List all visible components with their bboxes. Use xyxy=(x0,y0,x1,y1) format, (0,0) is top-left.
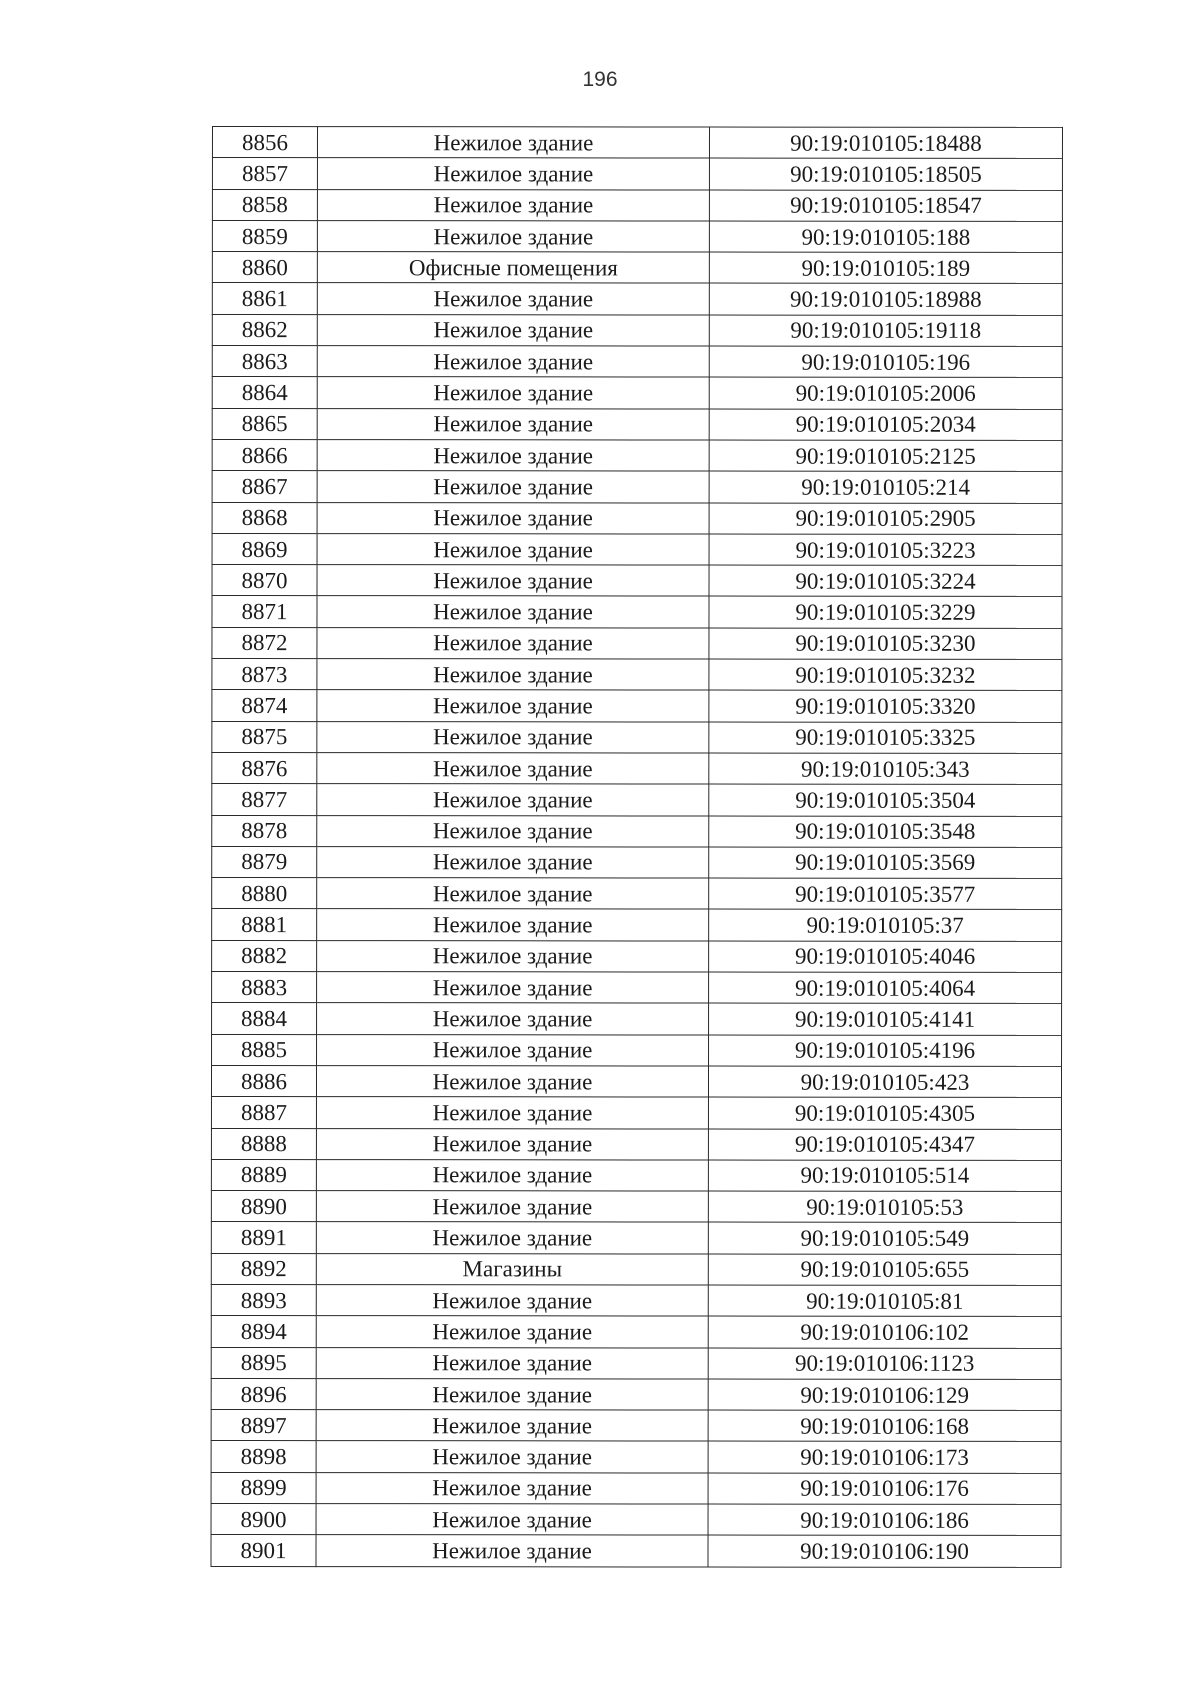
row-number-cell: 8865 xyxy=(212,408,317,439)
row-number-cell: 8861 xyxy=(212,283,317,314)
object-name-cell: Нежилое здание xyxy=(317,846,709,878)
object-name-cell: Нежилое здание xyxy=(317,596,709,628)
object-name-cell: Нежилое здание xyxy=(317,127,709,159)
row-number-cell: 8893 xyxy=(211,1284,316,1315)
row-number-cell: 8891 xyxy=(211,1222,316,1253)
cadastral-number-cell: 90:19:010105:4046 xyxy=(709,941,1062,973)
row-number-cell: 8898 xyxy=(211,1441,316,1472)
cadastral-number-cell: 90:19:010105:2034 xyxy=(709,409,1062,441)
object-name-cell: Нежилое здание xyxy=(316,1128,708,1160)
cadastral-number-cell: 90:19:010105:18488 xyxy=(709,127,1062,159)
object-name-cell: Нежилое здание xyxy=(317,314,709,346)
object-name-cell: Нежилое здание xyxy=(317,1003,709,1035)
cadastral-number-cell: 90:19:010105:3548 xyxy=(709,816,1062,848)
cadastral-number-cell: 90:19:010105:3320 xyxy=(709,690,1062,722)
cadastral-number-cell: 90:19:010105:3224 xyxy=(709,565,1062,597)
row-number-cell: 8872 xyxy=(212,627,317,658)
row-number-cell: 8864 xyxy=(212,377,317,408)
table-row xyxy=(211,1535,1061,1567)
cadastral-number-cell: 90:19:010105:188 xyxy=(709,221,1062,253)
object-name-cell: Нежилое здание xyxy=(317,690,709,722)
row-number-cell: 8862 xyxy=(212,314,317,345)
row-number-cell: 8868 xyxy=(212,502,317,533)
table-row xyxy=(212,627,1062,659)
row-number-cell: 8880 xyxy=(212,878,317,909)
table-row xyxy=(211,1253,1061,1285)
table-row xyxy=(212,596,1062,628)
table-row xyxy=(212,752,1062,784)
cadastral-number-cell: 90:19:010105:189 xyxy=(709,252,1062,284)
object-name-cell: Магазины xyxy=(316,1253,708,1285)
row-number-cell: 8856 xyxy=(212,127,317,158)
cadastral-number-cell: 90:19:010105:53 xyxy=(708,1191,1061,1223)
row-number-cell: 8858 xyxy=(212,189,317,220)
cadastral-number-cell: 90:19:010105:2125 xyxy=(709,440,1062,472)
table-row xyxy=(211,1316,1061,1348)
cadastral-number-cell: 90:19:010105:343 xyxy=(709,753,1062,785)
object-name-cell: Нежилое здание xyxy=(317,440,709,472)
object-name-cell: Нежилое здание xyxy=(316,1316,708,1348)
table-row xyxy=(212,940,1062,972)
object-name-cell: Нежилое здание xyxy=(317,909,709,941)
table-row xyxy=(212,189,1062,221)
object-name-cell: Нежилое здание xyxy=(317,627,709,659)
cadastral-number-cell: 90:19:010105:3232 xyxy=(709,659,1062,691)
page-number: 196 xyxy=(582,68,618,91)
cadastral-number-cell: 90:19:010105:4347 xyxy=(708,1129,1061,1161)
table-row xyxy=(211,1159,1061,1191)
table-row xyxy=(212,1034,1062,1066)
row-number-cell: 8869 xyxy=(212,533,317,564)
cadastral-number-cell: 90:19:010105:4305 xyxy=(708,1097,1061,1129)
row-number-cell: 8859 xyxy=(212,220,317,251)
object-name-cell: Нежилое здание xyxy=(317,940,709,972)
row-number-cell: 8895 xyxy=(211,1347,316,1378)
cadastral-number-cell: 90:19:010106:168 xyxy=(708,1410,1061,1442)
table-row xyxy=(212,972,1062,1004)
table-row xyxy=(212,909,1062,941)
table-row xyxy=(211,1222,1061,1254)
table-row xyxy=(212,565,1062,597)
table-row xyxy=(212,158,1062,190)
object-name-cell: Нежилое здание xyxy=(316,1222,708,1254)
object-name-cell: Нежилое здание xyxy=(317,784,709,816)
row-number-cell: 8876 xyxy=(212,752,317,783)
cadastral-number-cell: 90:19:010105:549 xyxy=(708,1222,1061,1254)
cadastral-number-cell: 90:19:010105:4196 xyxy=(709,1035,1062,1067)
table-row xyxy=(211,1128,1061,1160)
cadastral-number-cell: 90:19:010105:3223 xyxy=(709,534,1062,566)
object-name-cell: Нежилое здание xyxy=(316,1159,708,1191)
row-number-cell: 8877 xyxy=(212,784,317,815)
object-name-cell: Нежилое здание xyxy=(317,753,709,785)
row-number-cell: 8860 xyxy=(212,252,317,283)
cadastral-number-cell: 90:19:010105:423 xyxy=(708,1066,1061,1098)
cadastral-number-cell: 90:19:010106:1123 xyxy=(708,1348,1061,1380)
table-row xyxy=(212,815,1062,847)
row-number-cell: 8874 xyxy=(212,690,317,721)
row-number-cell: 8900 xyxy=(211,1504,316,1535)
row-number-cell: 8887 xyxy=(211,1097,316,1128)
object-name-cell: Нежилое здание xyxy=(317,972,709,1004)
cadastral-number-cell: 90:19:010105:3229 xyxy=(709,596,1062,628)
object-name-cell: Нежилое здание xyxy=(316,1504,708,1536)
cadastral-number-cell: 90:19:010105:4064 xyxy=(709,972,1062,1004)
row-number-cell: 8871 xyxy=(212,596,317,627)
table-row xyxy=(211,1410,1061,1442)
row-number-cell: 8867 xyxy=(212,471,317,502)
object-name-cell: Нежилое здание xyxy=(317,659,709,691)
table-row xyxy=(212,283,1062,315)
table-row xyxy=(212,252,1062,284)
table-row xyxy=(211,1472,1061,1504)
object-name-cell: Нежилое здание xyxy=(317,502,709,534)
cadastral-number-cell: 90:19:010105:214 xyxy=(709,471,1062,503)
cadastral-number-cell: 90:19:010105:4141 xyxy=(709,1003,1062,1035)
object-name-cell: Нежилое здание xyxy=(317,377,709,409)
row-number-cell: 8894 xyxy=(211,1316,316,1347)
object-name-cell: Нежилое здание xyxy=(317,283,709,315)
row-number-cell: 8878 xyxy=(212,815,317,846)
table-row xyxy=(211,1284,1061,1316)
row-number-cell: 8863 xyxy=(212,346,317,377)
cadastral-number-cell: 90:19:010105:37 xyxy=(709,909,1062,941)
row-number-cell: 8889 xyxy=(211,1159,316,1190)
row-number-cell: 8884 xyxy=(212,1003,317,1034)
row-number-cell: 8886 xyxy=(211,1065,316,1096)
table-row xyxy=(212,127,1062,159)
object-name-cell: Нежилое здание xyxy=(316,1347,708,1379)
object-name-cell: Нежилое здание xyxy=(316,1066,708,1098)
table-row xyxy=(211,1191,1061,1223)
row-number-cell: 8888 xyxy=(211,1128,316,1159)
object-name-cell: Нежилое здание xyxy=(317,533,709,565)
table-row xyxy=(212,346,1062,378)
cadastral-number-cell: 90:19:010105:18505 xyxy=(709,158,1062,190)
table-row xyxy=(212,846,1062,878)
object-name-cell: Нежилое здание xyxy=(317,878,709,910)
row-number-cell: 8901 xyxy=(211,1535,316,1566)
object-name-cell: Нежилое здание xyxy=(317,815,709,847)
cadastral-number-cell: 90:19:010105:81 xyxy=(708,1285,1061,1317)
cadastral-number-cell: 90:19:010105:2905 xyxy=(709,503,1062,535)
object-name-cell: Нежилое здание xyxy=(316,1441,708,1473)
cadastral-number-cell: 90:19:010106:173 xyxy=(708,1441,1061,1473)
object-name-cell: Нежилое здание xyxy=(317,346,709,378)
object-name-cell: Нежилое здание xyxy=(317,1034,709,1066)
object-name-cell: Нежилое здание xyxy=(316,1191,708,1223)
table-row xyxy=(211,1441,1061,1473)
object-name-cell: Нежилое здание xyxy=(317,471,709,503)
object-name-cell: Нежилое здание xyxy=(317,565,709,597)
cadastral-number-cell: 90:19:010105:655 xyxy=(708,1254,1061,1286)
object-name-cell: Нежилое здание xyxy=(316,1410,708,1442)
cadastral-number-cell: 90:19:010105:19118 xyxy=(709,315,1062,347)
object-name-cell: Нежилое здание xyxy=(316,1535,708,1567)
table-row xyxy=(212,439,1062,471)
object-name-cell: Нежилое здание xyxy=(317,408,709,440)
row-number-cell: 8879 xyxy=(212,846,317,877)
row-number-cell: 8870 xyxy=(212,565,317,596)
object-name-cell: Нежилое здание xyxy=(317,158,709,190)
cadastral-number-cell: 90:19:010105:3569 xyxy=(709,847,1062,879)
cadastral-number-cell: 90:19:010105:514 xyxy=(708,1160,1061,1192)
table-row xyxy=(212,471,1062,503)
table-row xyxy=(212,533,1062,565)
property-registry-table xyxy=(210,126,1063,1568)
row-number-cell: 8873 xyxy=(212,659,317,690)
object-name-cell: Нежилое здание xyxy=(317,189,709,221)
object-name-cell: Нежилое здание xyxy=(316,1378,708,1410)
cadastral-number-cell: 90:19:010105:3577 xyxy=(709,878,1062,910)
row-number-cell: 8890 xyxy=(211,1191,316,1222)
table-row xyxy=(212,1003,1062,1035)
cadastral-number-cell: 90:19:010105:18988 xyxy=(709,284,1062,316)
object-name-cell: Нежилое здание xyxy=(317,721,709,753)
row-number-cell: 8896 xyxy=(211,1378,316,1409)
row-number-cell: 8866 xyxy=(212,439,317,470)
table-row xyxy=(212,784,1062,816)
table-row xyxy=(211,1097,1061,1129)
table-row xyxy=(212,502,1062,534)
table-row xyxy=(211,1347,1061,1379)
row-number-cell: 8897 xyxy=(211,1410,316,1441)
cadastral-number-cell: 90:19:010105:196 xyxy=(709,346,1062,378)
table-row xyxy=(212,314,1062,346)
cadastral-number-cell: 90:19:010106:176 xyxy=(708,1473,1061,1505)
row-number-cell: 8883 xyxy=(212,972,317,1003)
table-row xyxy=(211,1504,1061,1536)
row-number-cell: 8885 xyxy=(212,1034,317,1065)
row-number-cell: 8875 xyxy=(212,721,317,752)
object-name-cell: Нежилое здание xyxy=(316,1472,708,1504)
object-name-cell: Офисные помещения xyxy=(317,252,709,284)
table-row xyxy=(212,659,1062,691)
cadastral-number-cell: 90:19:010106:190 xyxy=(708,1535,1061,1567)
registry-table-body xyxy=(211,127,1063,1568)
cadastral-number-cell: 90:19:010105:3504 xyxy=(709,784,1062,816)
table-row xyxy=(212,690,1062,722)
row-number-cell: 8882 xyxy=(212,940,317,971)
cadastral-number-cell: 90:19:010105:3230 xyxy=(709,628,1062,660)
row-number-cell: 8892 xyxy=(211,1253,316,1284)
table-row xyxy=(212,408,1062,440)
cadastral-number-cell: 90:19:010106:186 xyxy=(708,1504,1061,1536)
table-row xyxy=(212,377,1062,409)
row-number-cell: 8857 xyxy=(212,158,317,189)
cadastral-number-cell: 90:19:010105:3325 xyxy=(709,722,1062,754)
cadastral-number-cell: 90:19:010106:129 xyxy=(708,1379,1061,1411)
row-number-cell: 8899 xyxy=(211,1472,316,1503)
cadastral-number-cell: 90:19:010105:18547 xyxy=(709,190,1062,222)
cadastral-number-cell: 90:19:010105:2006 xyxy=(709,377,1062,409)
table-row xyxy=(212,721,1062,753)
table-row xyxy=(212,878,1062,910)
table-row xyxy=(211,1065,1061,1097)
object-name-cell: Нежилое здание xyxy=(317,221,709,253)
table-row xyxy=(212,220,1062,252)
object-name-cell: Нежилое здание xyxy=(316,1097,708,1129)
row-number-cell: 8881 xyxy=(212,909,317,940)
object-name-cell: Нежилое здание xyxy=(316,1285,708,1317)
table-row xyxy=(211,1378,1061,1410)
cadastral-number-cell: 90:19:010106:102 xyxy=(708,1316,1061,1348)
